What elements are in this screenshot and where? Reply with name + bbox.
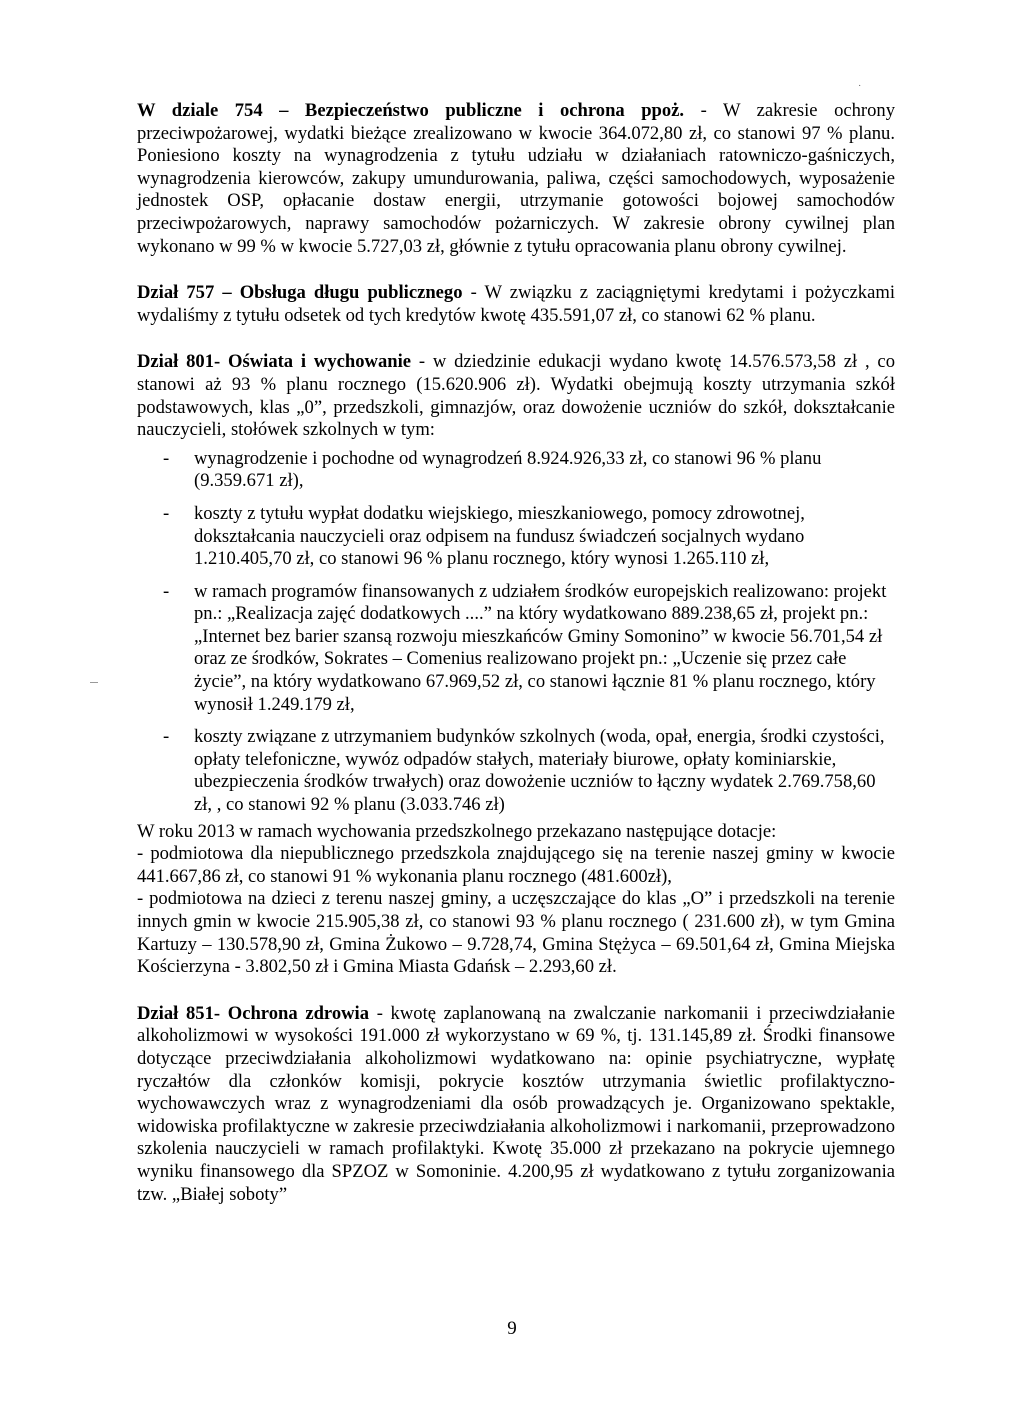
- scan-mark: ˙: [858, 84, 862, 95]
- section-757-heading: Dział 757 – Obsługa długu publicznego: [137, 282, 463, 304]
- section-757-text: - W związku z zaciągniętymi kredytami i pożyczkami wydaliśmy z tytułu odsetek od tych kredytów kwotę 435.591,07 zł, co stanowi 62 % planu.: [137, 282, 895, 326]
- section-757: [137, 282, 895, 327]
- section-851-text: - kwotę zaplanowaną na zwalczanie narkomanii i przeciwdziałanie alkoholizmowi w wysokości 191.000 zł wykorzystano w 69 %, tj. 131.145,89 zł. Środki finansowe dotyczące przeciwdziałania alkoholizmowi wydatkowano na: opinie psychiatryczne, wypłatę ryczałtów dla członków komisji, pokrycie kosztów utrzymania świetlic profilaktyczno-wychowawczych wraz z wynagrodzeniami dla osób prowadzących je. Organizowano spektakle, widowiska profilaktyczne w zakresie przeciwdziałania alkoholizmowi i narkomanii, przeprowadzono szkolenia nauczycieli w ramach profilaktyki. Kwotę 35.000 zł przekazano na pokrycie ujemnego wyniku finansowego dla SPZOZ w Somoninie. 4.200,95 zł wydatkowano z tytułu zorganizowania tzw. „Białej soboty”: [137, 1002, 895, 1205]
- dotacja-item: - podmiotowa dla niepublicznego przedszkola znajdującego się na terenie naszej gminy w kwocie 441.667,86 zł, co stanowi 91 % wykonania planu rocznego (481.600zł),: [137, 843, 895, 887]
- text-column: [137, 100, 895, 1225]
- section-851-heading: Dział 851- Ochrona zdrowia: [137, 1002, 370, 1024]
- dash-marker: -: [163, 726, 170, 748]
- list-item: [137, 448, 895, 493]
- list-item: [137, 726, 895, 816]
- section-851: [137, 1003, 895, 1206]
- section-754-text: - W zakresie ochrony przeciwpożarowej, wydatki bieżące zrealizowano w kwocie 364.072,80 zł, co stanowi 97 % planu. Poniesiono koszty na wynagrodzenia z tytułu udziału w działaniach ratowniczo-gaśniczych, wynagrodzenia kierowców, zakupy umundurowania, paliwa, części samochodowych, wyposażenie jednostek OSP, opłacanie dostaw energii, utrzymanie gotowości bojowej samochodów przeciwpożarowych, naprawy samochodów pożarniczych. W zakresie obrony cywilnej plan wykonano w 99 % w kwocie 5.727,03 zł, głównie z tytułu opracowania planu obrony cywilnej.: [137, 100, 895, 257]
- section-801: [137, 351, 895, 978]
- margin-mark: [90, 682, 98, 683]
- list-item-text: koszty z tytułu wypłat dodatku wiejskiego, mieszkaniowego, pomocy zdrowotnej, dokształcania nauczycieli oraz odpisem na fundusz świadczeń socjalnych wydano 1.210.405,70 zł, co stanowi 96 % planu rocznego, który wynosi 1.265.110 zł,: [194, 502, 805, 570]
- page-number: 9: [507, 1318, 517, 1339]
- list-item-text: wynagrodzenie i pochodne od wynagrodzeń 8.924.926,33 zł, co stanowi 96 % planu (9.359.671 zł),: [194, 447, 822, 492]
- section-754-heading: W dziale 754 – Bezpieczeństwo publiczne i ochrona ppoż.: [137, 100, 685, 121]
- list-item-text: w ramach programów finansowanych z udziałem środków europejskich realizowano: projekt pn.: „Realizacja zajęć dodatkowych ....” na który wydatkowano 889.238,65 zł, projekt pn.: „Internet bez barier szansą rozwoju mieszkańców Gminy Somonino” w kwocie 56.701,54 zł oraz ze środków, Sokrates – Comenius realizowano projekt pn.: „Uczenie się przez całe życie”, na który wydatkowano 67.969,52 zł, co stanowi łącznie 81 % planu rocznego, który wynosił 1.249.179 zł,: [194, 580, 887, 715]
- dotacja-item: - podmiotowa na dzieci z terenu naszej gminy, a uczęszczające do klas „O” i przedszkoli na terenie innych gmin w kwocie 215.905,38 zł, co stanowi 93 % planu rocznego ( 231.600 zł), w tym Gmina Kartuzy – 130.578,90 zł, Gmina Żukowo – 9.728,74, Gmina Stężyca – 69.501,64 zł, Gmina Miejska Kościerzyna - 3.802,50 zł i Gmina Miasta Gdańsk – 2.293,60 zł.: [137, 888, 895, 978]
- section-754: [137, 100, 895, 258]
- section-801-text: - w dziedzinie edukacji wydano kwotę 14.576.573,58 zł , co stanowi aż 93 % planu rocznego (15.620.906 zł). Wydatki obejmują koszty utrzymania szkół podstawowych, klas „0”, przedszkoli, gimnazjów, oraz dowożenie uczniów do szkół, dokształcanie nauczycieli, stołówek szkolnych w tym:: [137, 351, 895, 441]
- dash-marker: -: [163, 447, 170, 469]
- dotacje-intro: W roku 2013 w ramach wychowania przedszkolnego przekazano następujące dotacje:: [137, 820, 777, 842]
- list-item: [137, 581, 895, 717]
- list-item-text: koszty związane z utrzymaniem budynków szkolnych (woda, opał, energia, środki czystości, opłaty telefoniczne, wywóz odpadów stałych, materiały biurowe, opłaty kominiarskie, ubezpieczenia środków trwałych) oraz dowożenie uczniów to łączny wydatek 2.769.758,60 zł, , co stanowi 92 % planu (3.033.746 zł): [194, 726, 885, 816]
- section-801-heading: Dział 801- Oświata i wychowanie: [137, 351, 411, 373]
- section-801-list: [137, 448, 895, 817]
- dash-marker: -: [163, 502, 170, 524]
- list-item: [137, 503, 895, 571]
- section-801-intro: [137, 351, 895, 441]
- dash-marker: -: [163, 580, 170, 602]
